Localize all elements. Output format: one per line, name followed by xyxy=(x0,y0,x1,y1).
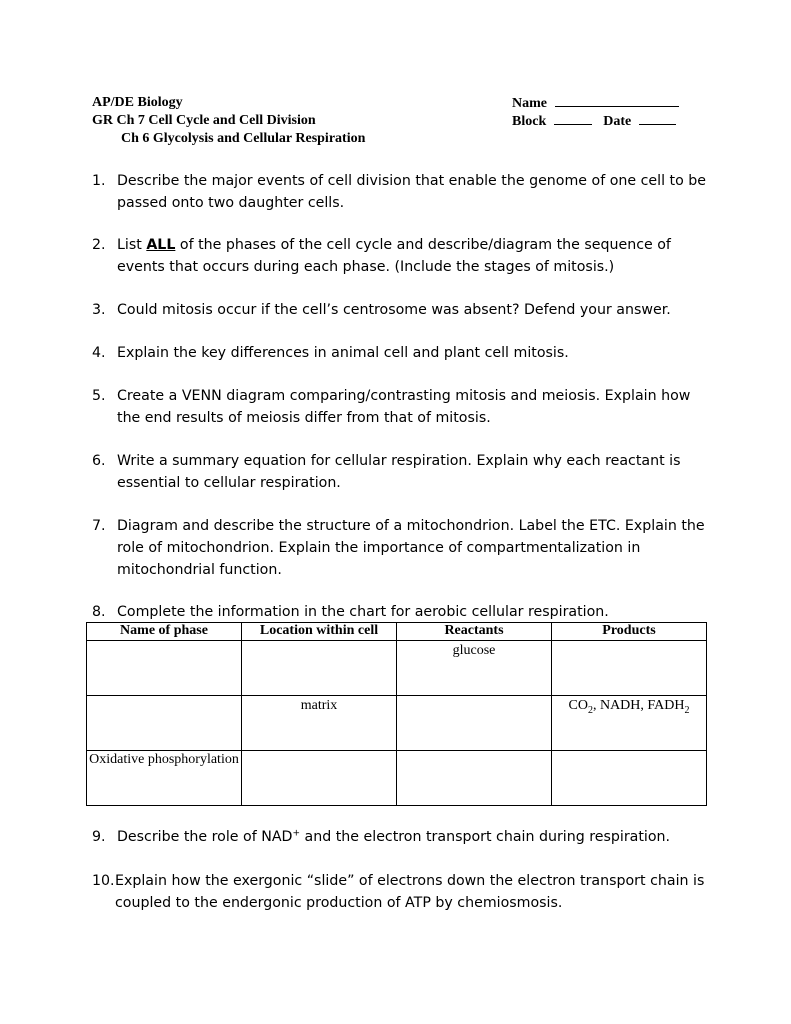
block-blank[interactable] xyxy=(554,112,592,125)
chapter-title-2: Ch 6 Glycolysis and Cellular Respiration xyxy=(121,131,366,146)
column-header-reactants: Reactants xyxy=(397,623,552,641)
name-field[interactable] xyxy=(512,94,679,113)
table-cell[interactable] xyxy=(397,751,552,806)
question-5 xyxy=(92,385,712,429)
question-10 xyxy=(92,870,712,914)
table-cell[interactable]: Oxidative phosphorylation xyxy=(87,751,242,806)
superscript-plus: + xyxy=(292,828,301,839)
question-number: 7. xyxy=(92,518,106,534)
question-6 xyxy=(92,450,712,494)
table-cell[interactable] xyxy=(552,641,707,696)
question-text: Describe the major events of cell division that enable the genome of one cell to be passed onto two daughter cells. xyxy=(117,173,707,211)
table-cell[interactable] xyxy=(552,751,707,806)
table-cell-products[interactable]: $CO_2$, NADH, $FADH_2$ xyxy=(552,696,707,751)
question-1 xyxy=(92,170,712,214)
question-number: 10. xyxy=(92,873,115,889)
question-3 xyxy=(92,299,712,321)
question-text: List ALL of the phases of the cell cycle and describe/diagram the sequence of events that occurs during each phase. (Include the stages of mitosis.) xyxy=(117,237,671,275)
question-number: 1. xyxy=(92,173,106,189)
date-blank[interactable] xyxy=(639,112,676,125)
date-label: Date xyxy=(603,114,632,129)
table-row xyxy=(87,751,707,806)
question-number: 9. xyxy=(92,829,106,845)
column-header-products: Products xyxy=(552,623,707,641)
question-number: 3. xyxy=(92,302,106,318)
question-text: Complete the information in the chart for aerobic cellular respiration. xyxy=(117,604,609,620)
question-number: 6. xyxy=(92,453,106,469)
chapter-title-1: GR Ch 7 Cell Cycle and Cell Division xyxy=(92,113,316,128)
column-header-phase: Name of phase xyxy=(87,623,242,641)
question-number: 4. xyxy=(92,345,106,361)
table-row xyxy=(87,696,707,751)
question-text: Write a summary equation for cellular respiration. Explain why each reactant is essential to cellular respiration. xyxy=(117,453,681,491)
question-text: Explain how the exergonic “slide” of electrons down the electron transport chain is coupled to the endergonic production of ATP by chemiosmosis. xyxy=(115,873,705,911)
question-text: Explain the key differences in animal cell and plant cell mitosis. xyxy=(117,345,569,361)
table-cell[interactable] xyxy=(87,696,242,751)
table-header-row xyxy=(87,623,707,641)
question-text: Diagram and describe the structure of a mitochondrion. Label the ETC. Explain the role of mitochondrion. Explain the importance of compartmentalization in mitochondrial function. xyxy=(117,518,705,578)
question-9 xyxy=(92,826,712,848)
question-text: Describe the role of NAD+ and the electron transport chain during respiration. xyxy=(117,828,671,845)
name-label: Name xyxy=(512,96,547,111)
table-cell[interactable]: matrix xyxy=(242,696,397,751)
question-text: Could mitosis occur if the cell’s centrosome was absent? Defend your answer. xyxy=(117,302,671,318)
table-cell[interactable] xyxy=(242,751,397,806)
table-row xyxy=(87,641,707,696)
name-blank[interactable] xyxy=(555,94,679,107)
course-title: AP/DE Biology xyxy=(92,95,183,110)
table-cell[interactable] xyxy=(397,696,552,751)
question-4 xyxy=(92,342,712,364)
table-cell[interactable] xyxy=(242,641,397,696)
emphasis-all: ALL xyxy=(146,237,176,253)
table-cell[interactable]: glucose xyxy=(397,641,552,696)
question-7 xyxy=(92,515,712,581)
question-8 xyxy=(92,601,712,623)
respiration-chart xyxy=(86,622,707,806)
question-number: 5. xyxy=(92,388,106,404)
question-number: 8. xyxy=(92,604,106,620)
question-2 xyxy=(92,234,712,278)
question-text: Create a VENN diagram comparing/contrasting mitosis and meiosis. Explain how the end results of meiosis differ from that of mitosis. xyxy=(117,388,691,426)
block-label: Block xyxy=(512,114,547,129)
question-number: 2. xyxy=(92,237,106,253)
column-header-location: Location within cell xyxy=(242,623,397,641)
table-cell[interactable] xyxy=(87,641,242,696)
block-field[interactable] xyxy=(512,112,676,131)
